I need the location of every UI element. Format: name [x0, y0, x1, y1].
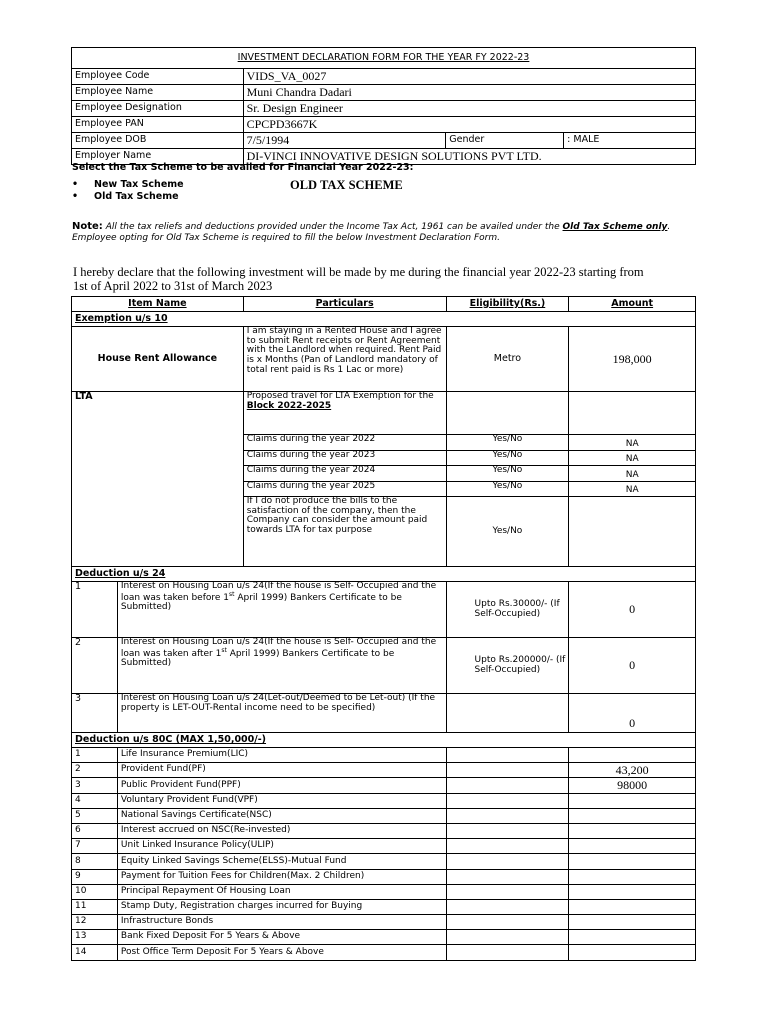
- sec80c-row-number: 7: [72, 839, 118, 854]
- employee-name-value: Muni Chandra Dadari: [243, 85, 695, 101]
- sec80c-row-eligibility[interactable]: [446, 884, 569, 899]
- lta-claim-eligibility[interactable]: Yes/No: [446, 450, 569, 466]
- tax-scheme-option-old-label: Old Tax Scheme: [94, 191, 179, 202]
- lta-claim-label: Claims during the year 2024: [243, 466, 446, 482]
- sec24-desc-b: April 1999) Bankers Certificate to be Submitted): [120, 592, 402, 613]
- sec80c-row-eligibility[interactable]: [446, 869, 569, 884]
- header-eligibility: Eligibility(Rs.): [446, 297, 569, 312]
- sec80c-row-item: Equity Linked Savings Scheme(ELSS)-Mutual Fund: [117, 854, 446, 869]
- sec80c-row-amount[interactable]: [569, 930, 696, 945]
- sec24-row-description: [117, 582, 446, 638]
- sec24-row-number: 3: [72, 694, 118, 733]
- employer-name-label: Employer Name: [72, 149, 244, 165]
- lta-eligibility[interactable]: [446, 392, 569, 435]
- gender-label: Gender: [446, 133, 564, 149]
- sec80c-row: [72, 930, 696, 945]
- sec80c-row-item: Interest accrued on NSC(Re-invested): [117, 823, 446, 838]
- sec24-row: [72, 638, 696, 694]
- lta-claim-eligibility[interactable]: Yes/No: [446, 435, 569, 451]
- employee-code-value: VIDS_VA_0027: [243, 69, 695, 85]
- selected-tax-scheme[interactable]: OLD TAX SCHEME: [290, 178, 403, 192]
- sec80c-row-amount[interactable]: 43,200: [569, 763, 696, 778]
- header-particulars: Particulars: [243, 297, 446, 312]
- sec80c-row: [72, 915, 696, 930]
- sec24-desc-a: Interest on Housing Loan u/s 24(If the house is Self- Occupied and the loan was taken before 1: [120, 581, 437, 603]
- employee-pan-value: CPCPD3667K: [243, 117, 695, 133]
- lta-claim-label: Claims during the year 2023: [243, 450, 446, 466]
- sec80c-row-number: 13: [72, 930, 118, 945]
- employee-dob-value: 7/5/1994: [243, 133, 446, 149]
- hra-row: [72, 327, 696, 392]
- hra-label: House Rent Allowance: [72, 327, 244, 392]
- sec80c-row-amount[interactable]: [569, 915, 696, 930]
- sec80c-row-amount[interactable]: [569, 899, 696, 914]
- sec80c-row-amount[interactable]: [569, 808, 696, 823]
- employee-name-label: Employee Name: [72, 85, 244, 101]
- section-exemption-title: Exemption u/s 10: [72, 312, 696, 327]
- lta-bills-text: If I do not produce the bills to the satisfaction of the company, then the Company can consider the amount paid towards LTA for tax purpose: [243, 497, 446, 567]
- sec80c-row-eligibility[interactable]: [446, 763, 569, 778]
- hra-amount[interactable]: 198,000: [569, 327, 696, 392]
- sec24-row-eligibility[interactable]: [446, 694, 569, 733]
- note-old-scheme-link: Old Tax Scheme only: [562, 222, 668, 232]
- sec80c-row-amount[interactable]: [569, 839, 696, 854]
- sec80c-row-amount[interactable]: [569, 854, 696, 869]
- sec80c-row-number: 2: [72, 763, 118, 778]
- sec80c-row-item: Public Provident Fund(PPF): [117, 778, 446, 793]
- sec24-row-description: [117, 638, 446, 694]
- sec80c-row-amount[interactable]: [569, 793, 696, 808]
- sec80c-row: [72, 748, 696, 763]
- sec80c-row-eligibility[interactable]: [446, 808, 569, 823]
- sec80c-row-item: Unit Linked Insurance Policy(ULIP): [117, 839, 446, 854]
- sec80c-row-item: Payment for Tuition Fees for Children(Max. 2 Children): [117, 869, 446, 884]
- tax-scheme-heading: Select the Tax Scheme to be availed for Financial Year 2022-23:: [72, 162, 414, 173]
- sec24-desc-sup: st: [221, 646, 227, 654]
- sec80c-row-item: Provident Fund(PF): [117, 763, 446, 778]
- sec80c-row-eligibility[interactable]: [446, 930, 569, 945]
- sec24-desc-b: April 1999) Bankers Certificate to be Submitted): [120, 648, 395, 669]
- declaration-text: I hereby declare that the following investment will be made by me during the financial year 2022-23 starting from 1st of April 2022 to 31st of March 2023: [73, 265, 644, 293]
- section-80c-title: Deduction u/s 80C (MAX 1,50,000/-): [72, 733, 696, 748]
- sec24-desc-a: Interest on Housing Loan u/s 24(Let-out/Deemed to be Let-out) (If the property is LET-OUT-Rental income need to be specified): [120, 693, 436, 713]
- sec80c-row: [72, 945, 696, 960]
- sec80c-row-item: Bank Fixed Deposit For 5 Years & Above: [117, 930, 446, 945]
- sec80c-row-eligibility[interactable]: [446, 945, 569, 960]
- note: [72, 221, 712, 244]
- lta-claim-amount[interactable]: NA: [569, 481, 696, 497]
- sec80c-row-eligibility[interactable]: [446, 915, 569, 930]
- employee-pan-label: Employee PAN: [72, 117, 244, 133]
- note-text-end: .: [667, 222, 671, 232]
- table-header-row: [72, 297, 696, 312]
- sec80c-row-number: 9: [72, 869, 118, 884]
- sec80c-row-amount[interactable]: [569, 869, 696, 884]
- sec80c-row: [72, 763, 696, 778]
- lta-label: LTA: [72, 392, 244, 567]
- sec80c-row-amount[interactable]: [569, 823, 696, 838]
- note-label: Note:: [72, 221, 103, 232]
- sec80c-row-item: Principal Repayment Of Housing Loan: [117, 884, 446, 899]
- investment-table: [71, 296, 696, 961]
- sec80c-row-number: 12: [72, 915, 118, 930]
- lta-claim-eligibility[interactable]: Yes/No: [446, 481, 569, 497]
- sec80c-row-amount[interactable]: [569, 945, 696, 960]
- section-24-title: Deduction u/s 24: [72, 567, 696, 582]
- employee-dob-label: Employee DOB: [72, 133, 244, 149]
- sec80c-row-amount[interactable]: [569, 884, 696, 899]
- sec80c-row-number: 4: [72, 793, 118, 808]
- gender-value: : MALE: [564, 133, 696, 149]
- lta-particulars: [243, 392, 446, 435]
- sec80c-row-item: Voluntary Provident Fund(VPF): [117, 793, 446, 808]
- sec24-row-description: [117, 694, 446, 733]
- sec80c-row-item: National Savings Certificate(NSC): [117, 808, 446, 823]
- sec80c-row: [72, 823, 696, 838]
- sec80c-row-eligibility[interactable]: [446, 793, 569, 808]
- hra-eligibility[interactable]: Metro: [446, 327, 569, 392]
- sec24-desc-a: Interest on Housing Loan u/s 24(If the house is Self- Occupied and the loan was taken after 1: [120, 637, 437, 659]
- sec80c-row-item: Infrastructure Bonds: [117, 915, 446, 930]
- sec80c-row-eligibility[interactable]: [446, 778, 569, 793]
- sec80c-row: [72, 793, 696, 808]
- sec80c-row-eligibility[interactable]: [446, 823, 569, 838]
- sec80c-row: [72, 854, 696, 869]
- sec80c-row-number: 3: [72, 778, 118, 793]
- hra-particulars: I am staying in a Rented House and I agree to submit Rent receipts or Rent Agreement with the Landlord when required. Rent Paid is x Months (Pan of Landlord mandatory of total rent paid is Rs 1 Lac or more): [243, 327, 446, 392]
- sec24-row-amount[interactable]: 0: [569, 694, 696, 733]
- sec80c-row-eligibility[interactable]: [446, 839, 569, 854]
- note-text: All the tax reliefs and deductions provided under the Income Tax Act, 1961 can be availed under the: [105, 222, 560, 232]
- lta-claim-amount[interactable]: NA: [569, 450, 696, 466]
- lta-claim-label: Claims during the year 2025: [243, 481, 446, 497]
- lta-claim-label: Claims during the year 2022: [243, 435, 446, 451]
- lta-block: Block 2022-2025: [246, 400, 332, 411]
- sec80c-row: [72, 778, 696, 793]
- header-amount: Amount: [569, 297, 696, 312]
- tax-scheme-options: [72, 179, 184, 203]
- sec80c-row-number: 8: [72, 854, 118, 869]
- lta-claim-amount[interactable]: NA: [569, 435, 696, 451]
- employee-info-table: [71, 47, 696, 165]
- lta-row: [72, 392, 696, 435]
- employee-designation-label: Employee Designation: [72, 101, 244, 117]
- sec80c-row-amount[interactable]: 98000: [569, 778, 696, 793]
- sec24-row-eligibility[interactable]: Upto Rs.30000/- (If Self-Occupied): [446, 582, 569, 638]
- sec80c-rows: [72, 748, 696, 961]
- sec80c-row-number: 10: [72, 884, 118, 899]
- sec80c-row: [72, 808, 696, 823]
- sec24-row-eligibility[interactable]: Upto Rs.200000/- (If Self-Occupied): [446, 638, 569, 694]
- sec24-row: [72, 582, 696, 638]
- sec80c-row: [72, 839, 696, 854]
- lta-claim-amount[interactable]: NA: [569, 466, 696, 482]
- sec80c-row-number: 1: [72, 748, 118, 763]
- sec80c-row: [72, 869, 696, 884]
- tax-scheme-option-new[interactable]: • New Tax Scheme: [72, 179, 184, 190]
- employer-name-value: DI-VINCI INNOVATIVE DESIGN SOLUTIONS PVT LTD.: [243, 149, 695, 165]
- sec24-desc-sup: st: [229, 590, 235, 598]
- sec80c-row-eligibility[interactable]: [446, 748, 569, 763]
- header-item-name: Item Name: [72, 297, 244, 312]
- sec80c-row-number: 11: [72, 899, 118, 914]
- tax-scheme-option-old[interactable]: • Old Tax Scheme: [72, 191, 179, 202]
- lta-claim-eligibility[interactable]: Yes/No: [446, 466, 569, 482]
- sec80c-row-number: 5: [72, 808, 118, 823]
- sec24-row-number: 2: [72, 638, 118, 694]
- sec80c-row-item: Life Insurance Premium(LIC): [117, 748, 446, 763]
- sec80c-row-item: Post Office Term Deposit For 5 Years & Above: [117, 945, 446, 960]
- sec24-row: [72, 694, 696, 733]
- sec24-row-amount[interactable]: 0: [569, 582, 696, 638]
- sec80c-row: [72, 884, 696, 899]
- note-text-2: Employee opting for Old Tax Scheme is required to fill the below Investment Declaration Form.: [72, 233, 500, 243]
- employee-designation-value: Sr. Design Engineer: [243, 101, 695, 117]
- sec24-row-number: 1: [72, 582, 118, 638]
- employee-code-label: Employee Code: [72, 69, 244, 85]
- form-title: INVESTMENT DECLARATION FORM FOR THE YEAR FY 2022-23: [72, 48, 696, 69]
- sec80c-row-number: 14: [72, 945, 118, 960]
- lta-particulars-text: Proposed travel for LTA Exemption for the: [246, 391, 434, 401]
- sec24-row-amount[interactable]: 0: [569, 638, 696, 694]
- lta-amount[interactable]: [569, 392, 696, 435]
- sec80c-row: [72, 899, 696, 914]
- sec80c-row-number: 6: [72, 823, 118, 838]
- sec80c-row-eligibility[interactable]: [446, 854, 569, 869]
- sec80c-row-item: Stamp Duty, Registration charges incurred for Buying: [117, 899, 446, 914]
- lta-bills-amount[interactable]: [569, 497, 696, 567]
- tax-scheme-option-new-label: New Tax Scheme: [94, 179, 184, 190]
- lta-bills-eligibility[interactable]: Yes/No: [446, 497, 569, 567]
- sec80c-row-eligibility[interactable]: [446, 899, 569, 914]
- sec80c-row-amount[interactable]: [569, 748, 696, 763]
